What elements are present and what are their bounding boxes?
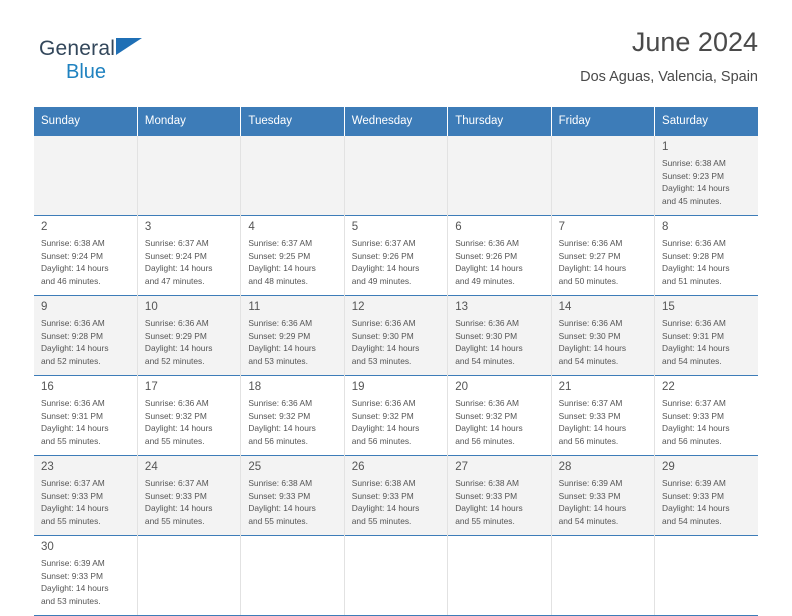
- day-detail-line: and 55 minutes.: [455, 516, 515, 527]
- day-detail-line: and 47 minutes.: [144, 276, 205, 287]
- calendar-day-cell[interactable]: [551, 376, 654, 456]
- day-details: [559, 317, 648, 368]
- weekday-header-thursday: Thursday: [448, 107, 551, 136]
- day-details: [41, 397, 131, 448]
- day-detail-line: and 54 minutes.: [662, 516, 722, 527]
- weekday-header-friday: Friday: [551, 107, 654, 136]
- day-detail-line: Daylight: 14 hours: [351, 423, 420, 434]
- day-detail-line: and 46 minutes.: [41, 276, 101, 287]
- day-detail-line: Sunset: 9:32 PM: [351, 410, 414, 421]
- day-number: 12: [351, 301, 365, 313]
- day-number: 17: [144, 381, 158, 393]
- day-details: [145, 317, 234, 368]
- day-details: [662, 317, 752, 368]
- calendar-day-cell[interactable]: [137, 296, 240, 376]
- day-details: [41, 317, 131, 368]
- calendar-week-row: [34, 376, 758, 456]
- calendar-week-row: [34, 136, 758, 216]
- day-detail-line: Sunrise: 6:36 AM: [41, 317, 105, 328]
- day-details: [145, 397, 234, 448]
- weekday-header-saturday: Saturday: [655, 107, 758, 136]
- day-number: 14: [558, 301, 572, 313]
- day-detail-line: and 55 minutes.: [248, 516, 308, 527]
- calendar-day-cell[interactable]: [34, 456, 137, 536]
- day-detail-line: Daylight: 14 hours: [662, 503, 730, 514]
- day-detail-line: and 54 minutes.: [662, 356, 722, 367]
- day-detail-line: Daylight: 14 hours: [144, 503, 213, 514]
- calendar-week-row: [34, 456, 758, 536]
- day-details: [455, 237, 544, 288]
- day-details: [662, 477, 752, 528]
- day-detail-line: Daylight: 14 hours: [455, 263, 523, 274]
- day-detail-line: Sunset: 9:33 PM: [41, 490, 103, 501]
- calendar-cell-empty: [241, 536, 344, 616]
- page-header: [34, 24, 758, 98]
- day-number: 5: [351, 221, 359, 233]
- calendar-day-cell[interactable]: [655, 376, 758, 456]
- day-detail-line: and 54 minutes.: [558, 356, 619, 367]
- day-number: 1: [662, 141, 669, 153]
- day-detail-line: Sunset: 9:32 PM: [455, 410, 518, 421]
- calendar-cell-empty: [241, 136, 344, 216]
- day-detail-line: Daylight: 14 hours: [144, 423, 213, 434]
- day-detail-line: Sunrise: 6:36 AM: [144, 317, 209, 328]
- calendar-day-cell[interactable]: [344, 216, 447, 296]
- day-detail-line: and 52 minutes.: [144, 356, 205, 367]
- day-detail-line: Sunrise: 6:36 AM: [41, 397, 105, 408]
- day-detail-line: and 50 minutes.: [558, 276, 619, 287]
- day-details: [559, 397, 648, 448]
- calendar-day-cell[interactable]: [344, 376, 447, 456]
- day-number: 18: [248, 381, 262, 393]
- day-detail-line: Sunset: 9:33 PM: [558, 490, 621, 501]
- day-detail-line: Sunset: 9:33 PM: [41, 570, 103, 581]
- brand-logo-top: [39, 38, 142, 59]
- day-detail-line: Sunset: 9:31 PM: [662, 330, 724, 341]
- day-details: [145, 237, 234, 288]
- calendar-week-row: [34, 296, 758, 376]
- day-details: [352, 477, 441, 528]
- day-detail-line: and 52 minutes.: [41, 356, 101, 367]
- day-number: 21: [558, 381, 572, 393]
- day-detail-line: Sunrise: 6:37 AM: [662, 397, 726, 408]
- day-detail-line: and 56 minutes.: [351, 436, 412, 447]
- day-number: 2: [41, 221, 48, 233]
- day-detail-line: Sunset: 9:23 PM: [662, 170, 724, 181]
- calendar-day-cell[interactable]: [448, 216, 551, 296]
- day-detail-line: Sunset: 9:33 PM: [662, 490, 724, 501]
- day-detail-line: Sunset: 9:33 PM: [455, 490, 518, 501]
- calendar-day-cell[interactable]: [344, 456, 447, 536]
- day-detail-line: and 55 minutes.: [144, 516, 205, 527]
- day-detail-line: Sunrise: 6:36 AM: [144, 397, 209, 408]
- day-detail-line: Sunrise: 6:38 AM: [351, 477, 416, 488]
- day-detail-line: Sunrise: 6:36 AM: [558, 317, 623, 328]
- day-number: 16: [41, 381, 54, 393]
- calendar-body: [34, 136, 758, 616]
- day-details: [41, 477, 131, 528]
- brand-name-blue: Blue: [66, 61, 107, 83]
- day-detail-line: Sunrise: 6:37 AM: [144, 237, 209, 248]
- day-details: [41, 237, 131, 288]
- day-details: [352, 317, 441, 368]
- day-detail-line: Sunrise: 6:36 AM: [455, 317, 519, 328]
- day-detail-line: Sunset: 9:33 PM: [558, 410, 621, 421]
- calendar-day-cell[interactable]: [241, 296, 344, 376]
- day-detail-line: and 55 minutes.: [41, 516, 101, 527]
- day-detail-line: and 56 minutes.: [248, 436, 308, 447]
- day-number: 22: [662, 381, 675, 393]
- day-detail-line: and 48 minutes.: [248, 276, 308, 287]
- flag-icon: [116, 38, 142, 55]
- day-detail-line: Sunset: 9:29 PM: [144, 330, 207, 341]
- day-number: 13: [455, 301, 468, 313]
- day-details: [662, 157, 752, 208]
- day-detail-line: Sunrise: 6:37 AM: [558, 397, 623, 408]
- weekday-header-wednesday: Wednesday: [344, 107, 447, 136]
- day-detail-line: and 56 minutes.: [455, 436, 515, 447]
- day-detail-line: and 45 minutes.: [662, 196, 722, 207]
- day-number: 30: [41, 541, 54, 553]
- day-number: 26: [351, 461, 365, 473]
- calendar-cell-empty: [448, 536, 551, 616]
- day-detail-line: Daylight: 14 hours: [144, 343, 213, 354]
- day-detail-line: Daylight: 14 hours: [558, 423, 627, 434]
- calendar-day-cell[interactable]: [551, 456, 654, 536]
- day-details: [662, 397, 752, 448]
- day-number: 29: [662, 461, 675, 473]
- day-number: 24: [144, 461, 158, 473]
- day-details: [248, 397, 337, 448]
- day-detail-line: and 54 minutes.: [455, 356, 515, 367]
- calendar-day-cell[interactable]: [241, 216, 344, 296]
- day-detail-line: and 54 minutes.: [558, 516, 619, 527]
- day-detail-line: Sunrise: 6:39 AM: [662, 477, 726, 488]
- calendar-header-row: [34, 107, 758, 136]
- day-number: 25: [248, 461, 262, 473]
- calendar-day-cell[interactable]: [655, 216, 758, 296]
- calendar-cell-empty: [137, 136, 240, 216]
- calendar-day-cell[interactable]: [448, 376, 551, 456]
- day-number: 11: [248, 301, 261, 313]
- day-detail-line: Sunset: 9:24 PM: [41, 250, 103, 261]
- weekday-header-tuesday: Tuesday: [241, 107, 344, 136]
- day-detail-line: Daylight: 14 hours: [455, 343, 523, 354]
- calendar-cell-empty: [344, 536, 447, 616]
- day-detail-line: Sunset: 9:28 PM: [41, 330, 103, 341]
- calendar-day-cell[interactable]: [448, 296, 551, 376]
- day-detail-line: Sunset: 9:28 PM: [662, 250, 724, 261]
- day-detail-line: Sunrise: 6:39 AM: [41, 557, 105, 568]
- day-detail-line: Daylight: 14 hours: [248, 423, 316, 434]
- calendar-day-cell[interactable]: [551, 296, 654, 376]
- day-detail-line: Sunset: 9:26 PM: [351, 250, 414, 261]
- day-details: [455, 317, 544, 368]
- day-detail-line: Sunrise: 6:36 AM: [248, 317, 313, 328]
- day-detail-line: Daylight: 14 hours: [662, 263, 730, 274]
- day-details: [455, 397, 544, 448]
- day-detail-line: Sunrise: 6:36 AM: [662, 317, 726, 328]
- calendar-week-row: [34, 216, 758, 296]
- day-detail-line: Sunrise: 6:36 AM: [558, 237, 623, 248]
- page-subtitle: Dos Aguas, Valencia, Spain: [580, 68, 758, 85]
- day-detail-line: Sunrise: 6:36 AM: [248, 397, 313, 408]
- day-detail-line: Sunrise: 6:37 AM: [144, 477, 209, 488]
- calendar-day-cell[interactable]: [448, 456, 551, 536]
- calendar-day-cell[interactable]: [241, 376, 344, 456]
- day-number: 20: [455, 381, 468, 393]
- day-detail-line: and 56 minutes.: [558, 436, 619, 447]
- day-number: 10: [144, 301, 158, 313]
- day-detail-line: and 55 minutes.: [144, 436, 205, 447]
- day-number: 28: [558, 461, 572, 473]
- calendar-day-cell[interactable]: [241, 456, 344, 536]
- day-details: [352, 237, 441, 288]
- day-number: 3: [144, 221, 152, 233]
- day-detail-line: Sunrise: 6:38 AM: [41, 237, 105, 248]
- day-number: 23: [41, 461, 54, 473]
- day-detail-line: Daylight: 14 hours: [248, 263, 316, 274]
- day-detail-line: Sunset: 9:33 PM: [351, 490, 414, 501]
- day-detail-line: and 53 minutes.: [41, 596, 101, 607]
- title-block: [580, 24, 758, 85]
- day-detail-line: Sunrise: 6:38 AM: [455, 477, 519, 488]
- day-detail-line: and 56 minutes.: [662, 436, 722, 447]
- day-detail-line: Daylight: 14 hours: [248, 343, 316, 354]
- day-detail-line: Sunrise: 6:38 AM: [662, 157, 726, 168]
- calendar-cell-empty: [551, 536, 654, 616]
- day-number: 27: [455, 461, 468, 473]
- calendar-cell-empty: [551, 136, 654, 216]
- day-detail-line: Sunrise: 6:36 AM: [662, 237, 726, 248]
- calendar-table: [34, 107, 758, 616]
- calendar-day-cell[interactable]: [655, 456, 758, 536]
- day-detail-line: Sunset: 9:25 PM: [248, 250, 311, 261]
- page-title: June 2024: [631, 27, 758, 57]
- day-detail-line: Sunset: 9:24 PM: [144, 250, 207, 261]
- day-detail-line: Sunrise: 6:36 AM: [351, 317, 416, 328]
- calendar-day-cell[interactable]: [655, 296, 758, 376]
- calendar-day-cell[interactable]: [34, 296, 137, 376]
- calendar-day-cell[interactable]: [137, 376, 240, 456]
- day-details: [248, 237, 337, 288]
- day-details: [145, 477, 234, 528]
- day-detail-line: Sunrise: 6:36 AM: [455, 237, 519, 248]
- day-detail-line: Sunrise: 6:36 AM: [351, 397, 416, 408]
- day-detail-line: Sunset: 9:33 PM: [248, 490, 311, 501]
- day-detail-line: Sunrise: 6:36 AM: [455, 397, 519, 408]
- day-details: [662, 237, 752, 288]
- calendar-day-cell[interactable]: [655, 136, 758, 216]
- day-detail-line: Daylight: 14 hours: [455, 423, 523, 434]
- day-number: 9: [41, 301, 48, 313]
- calendar-cell-empty: [34, 136, 137, 216]
- day-detail-line: Sunset: 9:30 PM: [455, 330, 518, 341]
- brand-logo: [34, 24, 142, 82]
- day-detail-line: and 55 minutes.: [41, 436, 101, 447]
- day-detail-line: Daylight: 14 hours: [351, 503, 420, 514]
- day-details: [352, 397, 441, 448]
- day-detail-line: and 49 minutes.: [351, 276, 412, 287]
- day-number: 19: [351, 381, 365, 393]
- day-details: [559, 477, 648, 528]
- calendar-cell-empty: [137, 536, 240, 616]
- day-detail-line: Daylight: 14 hours: [41, 343, 109, 354]
- day-number: 6: [455, 221, 462, 233]
- day-detail-line: Sunrise: 6:38 AM: [248, 477, 313, 488]
- day-details: [455, 477, 544, 528]
- day-detail-line: Sunrise: 6:37 AM: [248, 237, 313, 248]
- weekday-header-sunday: Sunday: [34, 107, 137, 136]
- day-detail-line: Daylight: 14 hours: [41, 423, 109, 434]
- day-details: [248, 477, 337, 528]
- day-detail-line: Sunset: 9:33 PM: [144, 490, 207, 501]
- day-detail-line: Daylight: 14 hours: [455, 503, 523, 514]
- day-detail-line: Daylight: 14 hours: [558, 343, 627, 354]
- calendar-week-row: [34, 536, 758, 616]
- day-detail-line: Daylight: 14 hours: [662, 183, 730, 194]
- day-detail-line: Sunrise: 6:37 AM: [351, 237, 416, 248]
- day-detail-line: Daylight: 14 hours: [248, 503, 316, 514]
- calendar-day-cell[interactable]: [137, 216, 240, 296]
- day-detail-line: Daylight: 14 hours: [558, 263, 627, 274]
- day-detail-line: Sunset: 9:27 PM: [558, 250, 621, 261]
- calendar-day-cell[interactable]: [551, 216, 654, 296]
- day-detail-line: Daylight: 14 hours: [351, 263, 420, 274]
- calendar-cell-empty: [655, 536, 758, 616]
- day-detail-line: Daylight: 14 hours: [41, 503, 109, 514]
- day-detail-line: and 51 minutes.: [662, 276, 722, 287]
- day-detail-line: Sunset: 9:32 PM: [144, 410, 207, 421]
- calendar-day-cell[interactable]: [34, 376, 137, 456]
- day-detail-line: Sunset: 9:33 PM: [662, 410, 724, 421]
- day-number: 7: [558, 221, 566, 233]
- day-detail-line: Sunset: 9:32 PM: [248, 410, 311, 421]
- day-detail-line: Daylight: 14 hours: [41, 263, 109, 274]
- day-number: 4: [248, 221, 255, 233]
- day-detail-line: and 53 minutes.: [351, 356, 412, 367]
- day-details: [248, 317, 337, 368]
- weekday-header-monday: Monday: [137, 107, 240, 136]
- day-detail-line: and 49 minutes.: [455, 276, 515, 287]
- day-detail-line: and 53 minutes.: [248, 356, 308, 367]
- calendar-day-cell[interactable]: [34, 536, 137, 616]
- day-detail-line: Daylight: 14 hours: [662, 343, 730, 354]
- calendar-day-cell[interactable]: [344, 296, 447, 376]
- day-detail-line: Daylight: 14 hours: [41, 583, 109, 594]
- day-number: 15: [662, 301, 675, 313]
- day-detail-line: Daylight: 14 hours: [351, 343, 420, 354]
- day-detail-line: Sunrise: 6:39 AM: [558, 477, 623, 488]
- calendar-day-cell[interactable]: [137, 456, 240, 536]
- day-detail-line: Sunset: 9:30 PM: [351, 330, 414, 341]
- day-detail-line: Daylight: 14 hours: [662, 423, 730, 434]
- day-detail-line: Daylight: 14 hours: [558, 503, 627, 514]
- calendar-cell-empty: [344, 136, 447, 216]
- day-detail-line: Sunset: 9:31 PM: [41, 410, 103, 421]
- day-detail-line: Sunset: 9:26 PM: [455, 250, 518, 261]
- day-detail-line: and 55 minutes.: [351, 516, 412, 527]
- day-details: [41, 557, 131, 608]
- day-details: [559, 237, 648, 288]
- day-detail-line: Sunrise: 6:37 AM: [41, 477, 105, 488]
- day-detail-line: Sunset: 9:29 PM: [248, 330, 311, 341]
- day-number: 8: [662, 221, 669, 233]
- day-detail-line: Daylight: 14 hours: [144, 263, 213, 274]
- calendar-cell-empty: [448, 136, 551, 216]
- day-detail-line: Sunset: 9:30 PM: [558, 330, 621, 341]
- brand-name-general: General: [39, 37, 116, 60]
- calendar-day-cell[interactable]: [34, 216, 137, 296]
